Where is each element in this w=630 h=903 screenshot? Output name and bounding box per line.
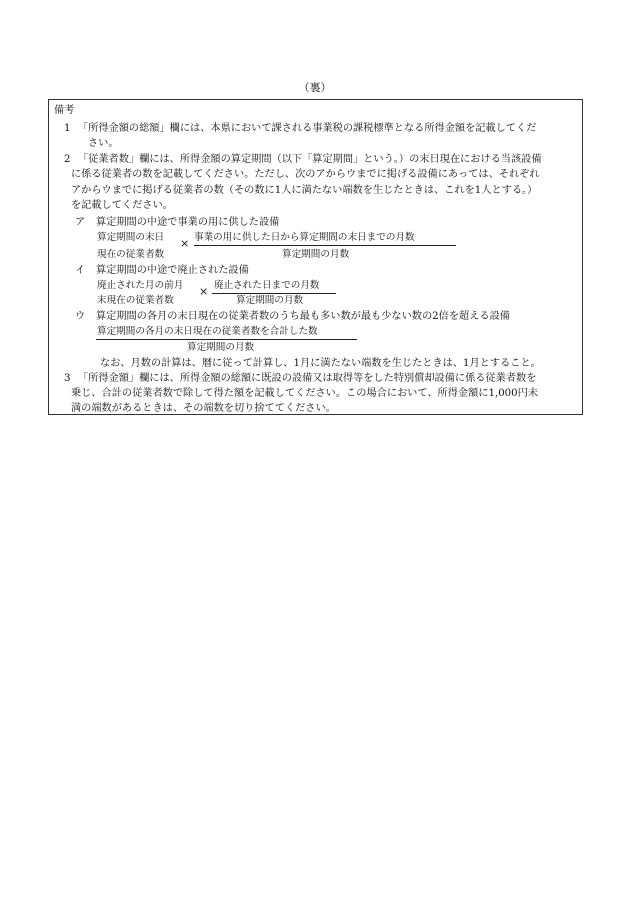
item2-a-fraction-bar [194,245,456,246]
item2-a-right-numerator: 事業の用に供した日から算定期間の末日までの月数 [194,232,415,243]
item2-i-times: × [199,285,209,298]
item2-u-text: 算定期間の各月の末日現在の従業者数のうち最も多い数が最も少ない数の2倍を超える設備 [96,311,510,322]
item2-line1: 「従業者数」欄には、所得金額の算定期間（以下「算定期間」という。）の末日現在における当該設備 [78,154,542,165]
item2-i-label: イ [75,265,86,276]
item1-line1: 「所得金額の総額」欄には、本県において課される事業税の課税標準となる所得金額を記載してくだ [78,123,537,134]
item2-i-left-numerator: 廃止された月の前月 [97,280,184,291]
item2-i-right-denominator: 算定期間の月数 [236,295,304,306]
item2-line2: に係る従業者の数を記載してください。ただし、次のアからウまでに掲げる設備にあっては、それぞれ [71,169,540,180]
notes-heading: 備考 [54,105,75,116]
item2-i-right-numerator: 廃止された日までの月数 [214,280,320,291]
item2-note: なお、月数の計算は、暦に従って計算し、1月に満たない端数を生じたときは、1月とすること。 [100,358,541,369]
item2-a-left-numerator: 算定期間の末日 [97,232,165,243]
page-side-label: （裏） [298,81,332,94]
item2-a-left-denominator: 現在の従業者数 [97,249,165,260]
item1-number: 1 [64,123,71,134]
item2-u-label: ウ [75,311,86,322]
item2-a-label: ア [75,217,86,228]
item1-line2: さい。 [88,138,119,149]
item2-u-numerator: 算定期間の各月の末日現在の従業者数を合計した数 [97,326,318,337]
item3-line3: 満の端数があるときは、その端数を切り捨ててください。 [71,403,336,414]
item3-line2: 乗じ、合計の従業者数で除して得た額を記載してください。この場合において、所得金額に1,000円未 [71,388,539,399]
item2-line4: を記載してください。 [71,200,173,211]
item3-number: 3 [64,373,71,384]
item3-line1: 「所得金額」欄には、所得金額の総額に既設の設備又は取得等をした特別償却設備に係る従業者数を [78,373,537,384]
item2-u-denominator: 算定期間の月数 [187,342,255,353]
notes-box [48,99,583,415]
item2-i-text: 算定期間の中途で廃止された設備 [96,265,249,276]
item2-i-left-denominator: 末現在の従業者数 [97,295,174,306]
item2-a-times: × [180,237,190,250]
item2-a-right-denominator: 算定期間の月数 [282,249,350,260]
item2-number: 2 [64,154,71,165]
item2-line3: アからウまでに掲げる従業者の数（その数に1人に満たない端数を生じたときは、これを1人とする。） [71,185,538,196]
item2-u-fraction-bar [96,339,357,340]
item2-a-text: 算定期間の中途で事業の用に供した設備 [96,217,280,228]
